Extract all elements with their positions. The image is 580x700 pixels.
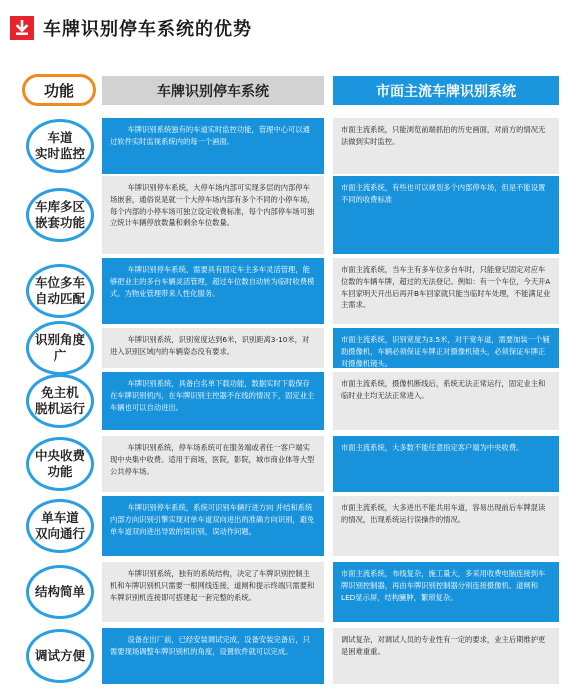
- function-label: 调试方便: [26, 629, 94, 683]
- function-label: 车库多区 嵌套功能: [26, 188, 94, 242]
- our-system-description: 车牌识别系统，具备白名单下载功能，数据实时下载保存在车牌识别机内，在车牌识别主控器不在线的情况下，固定业主车辆也可以自动进出。: [102, 372, 324, 430]
- our-system-description: 车牌识别系统，独有的系统结构，决定了车牌识别控制主机和车牌识别机只需要一根网线连接，道闸和提示终端只需要和车牌识别机连接即可搭建起一套完整的系统。: [102, 562, 324, 622]
- mainstream-system-column-header: 市面主流车牌识别系统: [333, 76, 559, 105]
- comparison-row: [0, 496, 580, 556]
- function-label: 车道 实时监控: [26, 119, 94, 173]
- mainstream-system-description: 调试复杂，对调试人员的专业性有一定的要求，业主后期维护更是困难重重。: [333, 628, 559, 684]
- mainstream-system-description: 市面主流系统，有些也可以规划多个内部停车场，但是不能设置不同的收费标准: [333, 176, 559, 254]
- mainstream-system-description: 市面主流系统，只能浏览前端抓拍的历史画面，对前方的情况无法做到实时监控。: [333, 118, 559, 174]
- our-system-description: 车牌识别停车系统，系统可识别车辆行进方向 并结和系统内部方向识别引擎实现对单车道双向进出的准确方向识别，避免单车道双向进出导致的误识别，误动作问题。: [102, 496, 324, 556]
- download-arrow-icon: [10, 16, 34, 40]
- function-label: 中央收费 功能: [26, 437, 94, 491]
- mainstream-system-description: 市面主流系统，当车主有多车位多台车时，只能登记固定对应车位数的车辆车牌，超过的无法登记。例如：有一个车位，今天开A车回家明天开出后再开B车回家就只能当临时车处理，不能满足业主需求。: [333, 258, 559, 324]
- mainstream-system-description: 市面主流系统，大多进出不能共用车道，容易出现前后车牌混读的情况，出现系统运行误操作的情况。: [333, 496, 559, 556]
- page-title: 车牌识别停车系统的优势: [43, 19, 252, 40]
- mainstream-system-description: 市面主流系统，布线复杂，施工量大，多采用收费电脑连接到车牌识别控制器，再由车牌识别控制器分别连接摄像机、道闸和LED显示屏，结构臃肿，繁琐复杂。: [333, 562, 559, 622]
- comparison-row: [0, 436, 580, 492]
- comparison-row: [0, 176, 580, 254]
- our-system-description: 车牌识别系统，识别宽度达到6米，识别距离3-10米，对进入识别区域内的车辆姿态没有要求。: [102, 328, 324, 368]
- function-label: 结构简单: [26, 565, 94, 619]
- function-label: 免主机 脱机运行: [26, 374, 94, 428]
- page-header: [10, 14, 252, 42]
- function-label: 单车道 双向通行: [26, 499, 94, 553]
- function-label: 车位多车 自动匹配: [26, 264, 94, 318]
- comparison-row: [0, 562, 580, 622]
- comparison-row: [0, 118, 580, 174]
- function-column-header: 功能: [22, 74, 96, 106]
- function-label: 识别角度广: [26, 321, 94, 375]
- comparison-row: [0, 258, 580, 324]
- our-system-description: 车牌识别停车系统，需要具有固定车主多车灵活管理，能够把业主的多台车辆灵活管理，超过车位数自动转为临时收费模式。为物业管理带来人性化服务。: [102, 258, 324, 324]
- mainstream-system-description: 市面主流系统，识别宽度为3.5米，对于宽车道，需要加装一个辅助摄像机，车辆必须保证车牌正对摄像机镜头，必须保证车牌正对摄像机镜头。: [333, 328, 559, 368]
- our-system-description: 车牌识别系统独有的车道实时监控功能，管理中心可以通过软件实时监视系统内的每一个画面。: [102, 118, 324, 174]
- our-system-description: 车牌识别停车系统，大停车场内部可实现多层的内部停车场嵌套，通俗说是就一个大停车场内部有多个不同的小停车场，每个内部的小停车场可独立设定收费标准，每个内部停车场可独立统计车辆停放数量和剩余车位数量。: [102, 176, 324, 254]
- comparison-row: [0, 328, 580, 368]
- our-system-description: 设备在出厂前，已经安装调试完成，设备安装完备后，只需要现场调整车牌识别机的角度，设置软件就可以完成。: [102, 628, 324, 684]
- comparison-row: [0, 628, 580, 684]
- mainstream-system-description: 市面主流系统，摄像机断线后，系统无法正常运行，固定业主和临时业主均无法正常进入。: [333, 372, 559, 430]
- our-system-description: 车牌识别系统，停车场系统可在服务端或者任一客户端实现中央集中收费。适用于商场，医院，影院，城市商业体等大型公共停车场。: [102, 436, 324, 492]
- comparison-row: [0, 372, 580, 430]
- our-system-column-header: 车牌识别停车系统: [102, 76, 324, 105]
- mainstream-system-description: 市面主流系统，大多数不能任意指定客户端为中央收费。: [333, 436, 559, 492]
